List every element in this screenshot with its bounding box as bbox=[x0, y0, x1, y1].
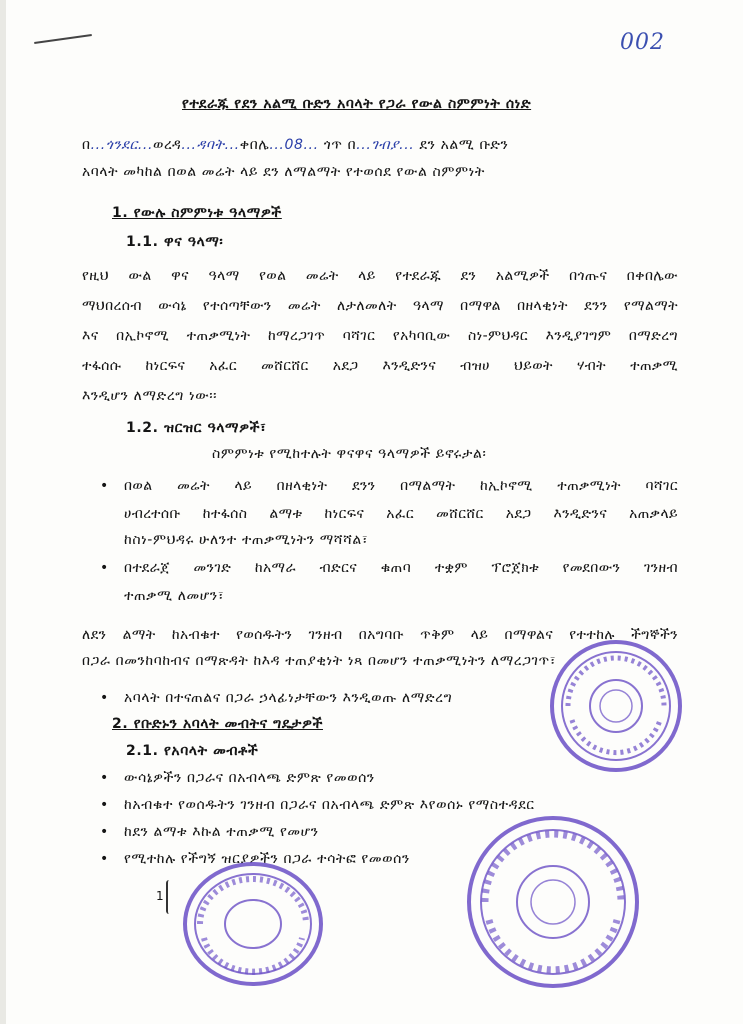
paragraph-line: እና በኢኮኖሚ ተጠቃሚነት ከማረጋገጥ ባሻገር የአካባቢው ስነ-ምህዳር እንዲያገግም በማድረግ bbox=[82, 328, 678, 344]
list-item: • ከአብቁተ የወሰዱትን ገንዘብ በጋራና በአብላጫ ድምጽ እየወሰኑ የማስተዳደር bbox=[124, 797, 535, 813]
handwritten-page-number: 002 bbox=[620, 30, 665, 55]
bracket-mark bbox=[166, 880, 174, 914]
document-title: የተደራጁ የደን አልሚ ቡድን አባላት የጋራ የውል ስምምነት ሰነድ bbox=[182, 96, 532, 112]
list-item-cont: ከስነ-ምህዳሩ ሁለንተ ተጠቃሚነትን ማሻሻል፣ bbox=[124, 532, 369, 548]
intro-line-2: አባላት መካከል በወል መሬት ላይ ደን ለማልማት የተወሰደ የውል ስምምነት bbox=[82, 164, 485, 180]
handwritten-woreda: ...ጎንደር... bbox=[90, 137, 154, 153]
official-stamp bbox=[458, 812, 648, 992]
paragraph-line: ማህበረሰብ ውሳኔ የተሰጣቸውን መሬት ለታለመለት ዓላማ በማዋል በዘላቂነት ደንን የማልማት bbox=[82, 298, 678, 314]
list-item: • በተደራጀ መንገድ ከአማራ ብድርና ቁጠባ ተቋም ፕሮጀክቱ የመደበውን ገንዘብ bbox=[124, 560, 678, 576]
paragraph-line: ለደን ልማት ከአብቁተ የወሰዱትን ገንዘብ በአግባቡ ጥቅም ላይ በማዋልና የተተከሉ ችግኞችን bbox=[82, 627, 678, 643]
intro-line-1 bbox=[82, 137, 508, 153]
subsection-intro: ስምምነቱ የሚከተሉት ዋናዋና ዓላማዎች ይኖሩታል፡ bbox=[212, 446, 487, 462]
paragraph-line: የዚህ ውል ዋና ዓላማ የወል መሬት ላይ የተደራጁ ደን አልሚዎች በጎጡና በቀበሌው bbox=[82, 268, 678, 284]
official-stamp bbox=[178, 858, 328, 988]
paragraph-line: በጋራ በመንከባከብና በማጽዳት ከእዳ ተጠያቂነት ነጻ በመሆን ተጠቃሚነትን ለማረጋገጥ፣ bbox=[82, 653, 557, 669]
intro-text: ቀበሌ bbox=[239, 137, 270, 153]
section-2-heading: 2. የቡድኑን አባላት መብትና ግዴታዎች bbox=[112, 716, 323, 732]
paragraph-line: ተፋሰሱ ከነርፍና አፈር መሸርሸር አደጋ እንዲድንና ብዝሀ ህይወት ሃብት ተጠቃሚ bbox=[82, 358, 678, 374]
intro-text: ወረዳ bbox=[153, 137, 182, 153]
intro-text: ደን አልሚ ቡድን bbox=[419, 137, 509, 153]
list-item-cont: ሀብረተሰቡ ከተፋሰስ ልማቱ ከነርፍና አፈር መሸርሸር አደጋ እንዲድንና አጠቃላይ bbox=[124, 506, 678, 522]
paragraph-line: እንዲሆን ለማድረግ ነው፡፡ bbox=[82, 388, 218, 404]
list-item: • በወል መሬት ላይ በዘላቂነት ደንን በማልማት ከኢኮኖሚ ተጠቃሚነት ባሻገር bbox=[124, 478, 678, 494]
list-item: • አባላት በተናጠልና በጋራ ኃላፊነታቸውን እንዲወጡ ለማድረግ bbox=[124, 690, 452, 706]
pencil-mark bbox=[34, 34, 92, 44]
footer-page-number: 1 bbox=[156, 889, 164, 903]
list-item: • ከደን ልማቱ እኩል ተጠቃሚ የመሆን bbox=[124, 824, 319, 840]
subsection-2-1-heading: 2.1. የአባላት መብቶች bbox=[126, 743, 259, 759]
subsection-1-2-heading: 1.2. ዝርዝር ዓላማዎች፣ bbox=[126, 420, 267, 436]
section-1-heading: 1. የውሉ ስምምነቱ ዓላማዎች bbox=[112, 205, 282, 221]
intro-text: ጎጥ በ bbox=[323, 137, 357, 153]
handwritten-kebele: ...08... bbox=[269, 137, 319, 153]
list-item: • ውሳኔዎችን በጋራና በአብላጫ ድምጽ የመወሰን bbox=[124, 770, 375, 786]
handwritten-got: ...ገብያ... bbox=[356, 137, 415, 153]
official-stamp bbox=[546, 636, 686, 776]
subsection-1-1-heading: 1.1. ዋና ዓላማ፡ bbox=[126, 234, 224, 250]
list-item: • የሚተከሉ የችግኝ ዝርያዎችን በጋራ ተሳትፎ የመወሰን bbox=[124, 851, 410, 867]
handwritten-place: ...ዳባት... bbox=[181, 137, 240, 153]
list-item-cont: ተጠቃሚ ለመሆን፣ bbox=[124, 588, 225, 604]
intro-text: በ bbox=[82, 137, 91, 153]
